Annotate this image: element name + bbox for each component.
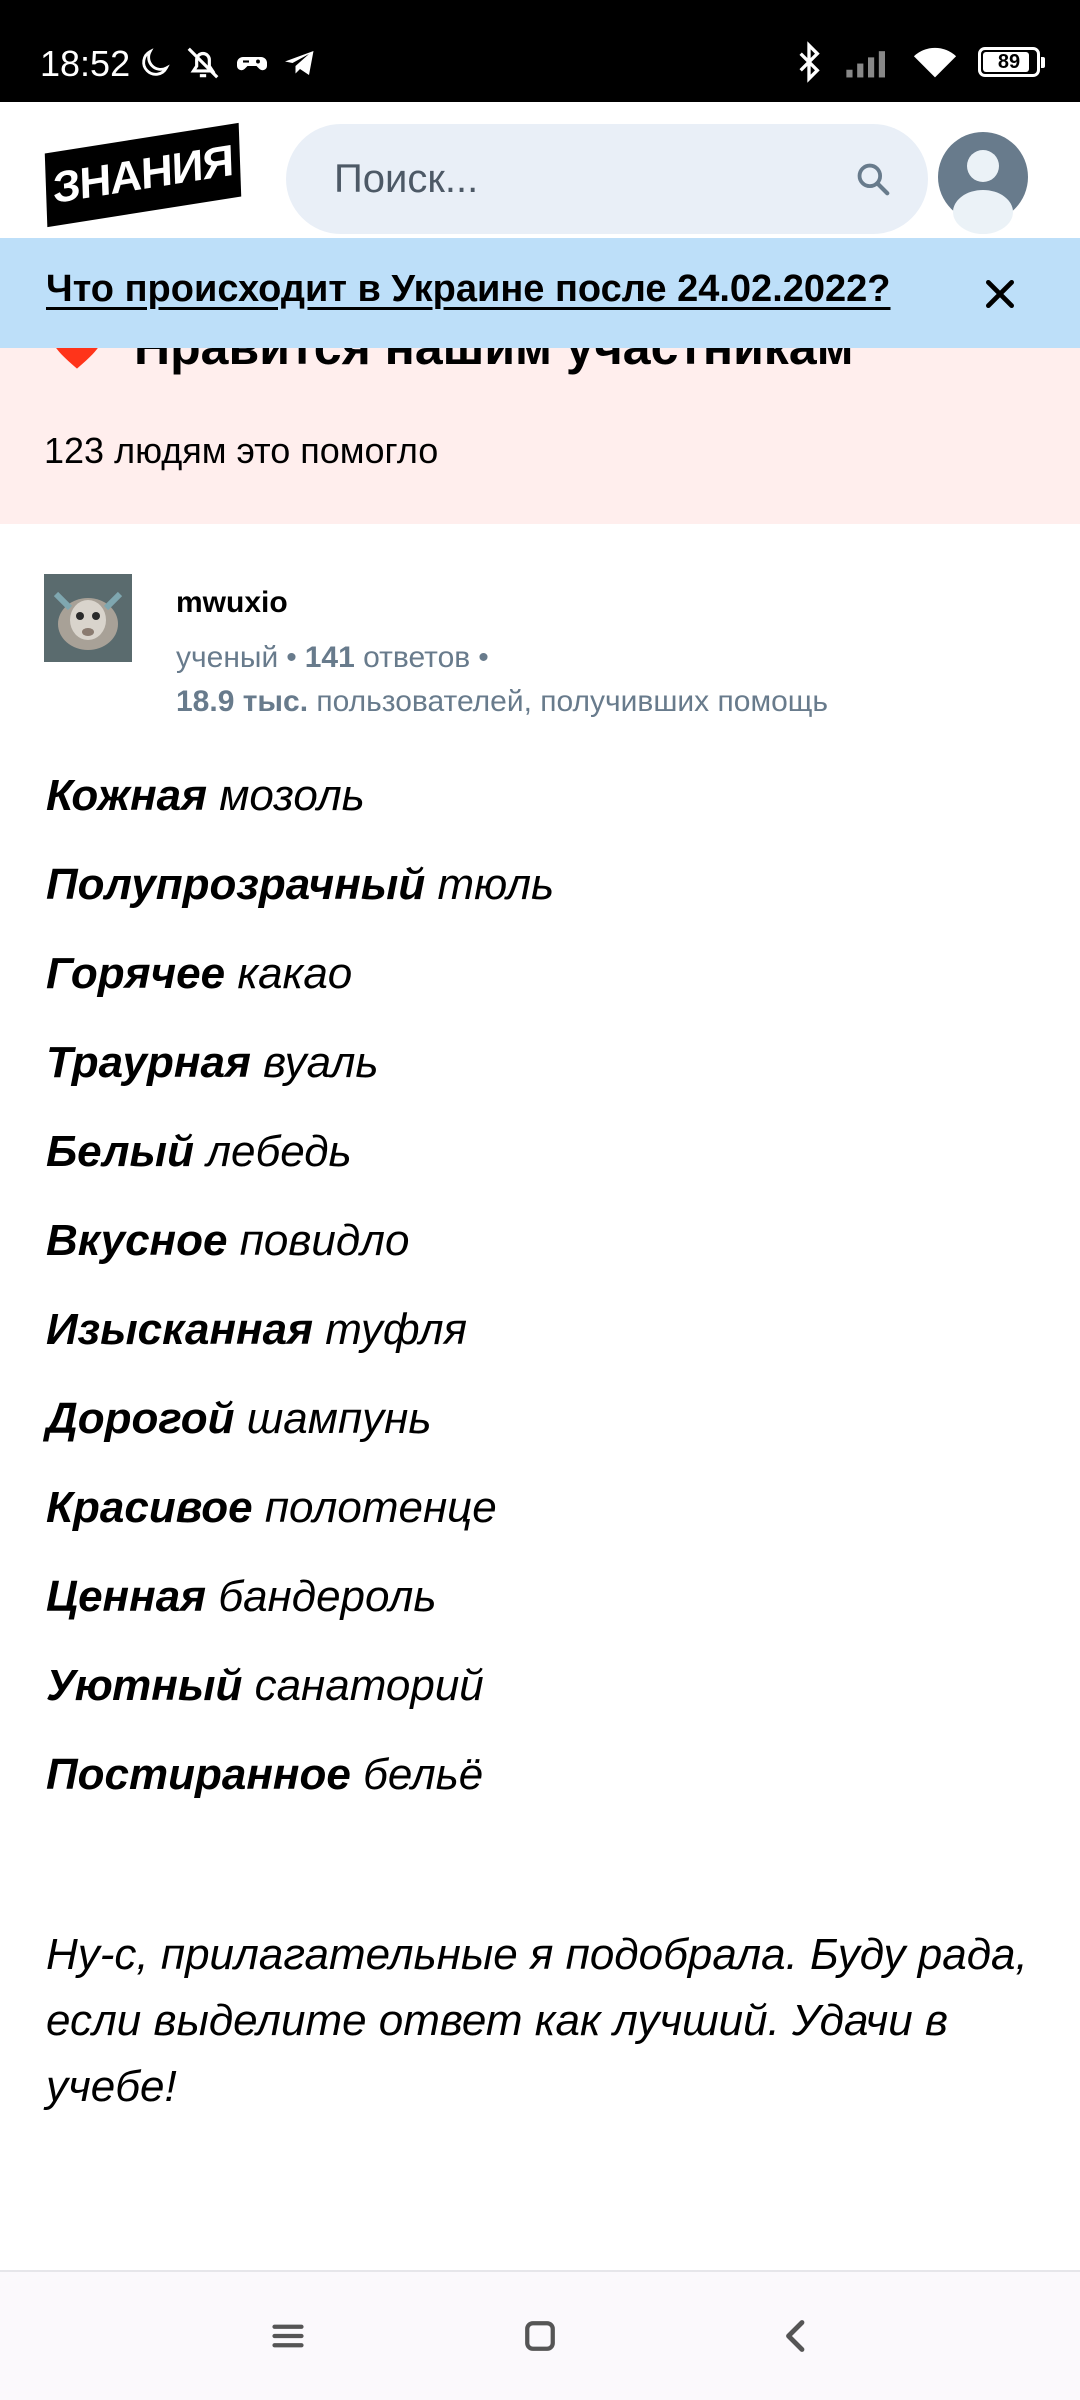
notifications-off-icon [184,44,222,82]
answer-line [46,1300,1036,1389]
back-icon[interactable] [766,2306,826,2366]
answer-line [46,1211,1036,1300]
answer-adjective: Кожная [46,771,208,820]
author-answers-count: 141 [304,641,355,674]
answer-noun: полотенце [264,1483,497,1532]
author-avatar[interactable] [44,574,132,662]
answer-adjective: Изысканная [46,1305,313,1354]
search-box[interactable] [286,124,928,234]
answer-noun: туфля [325,1305,468,1354]
answer-author [0,560,1080,730]
author-username[interactable]: mwuxio [176,586,288,619]
answer-line [46,1389,1036,1478]
banner-link[interactable]: Что происходит в Украине после 24.02.2022? [46,268,891,310]
answer-line [46,766,1036,855]
answer-line [46,1033,1036,1122]
logo-text: ЗНАНИЯ [52,135,234,214]
site-header [0,102,1080,238]
separator-dot: • [286,641,297,674]
answer-adjective: Постиранное [46,1750,351,1799]
answer-adjective: Траурная [46,1038,251,1087]
battery-level: 89 [997,50,1021,73]
author-meta-line-1 [176,636,828,680]
home-icon[interactable] [510,2306,570,2366]
system-nav-bar [0,2270,1080,2400]
answer-line [46,1656,1036,1745]
answer-adjective: Дорогой [46,1394,235,1443]
answer-noun: какао [237,949,353,998]
author-rank: ученый [176,641,279,674]
user-avatar[interactable] [938,132,1028,222]
answer-adjective: Ценная [46,1572,207,1621]
status-bar [0,0,1080,102]
answer-adjective: Красивое [46,1483,253,1532]
status-time: 18:52 [40,43,131,84]
answer-adjective: Вкусное [46,1216,228,1265]
bluetooth-icon [794,42,824,82]
answer-noun: повидло [239,1216,410,1265]
author-helped-label: пользователей, получивших помощь [316,685,829,718]
helped-count-text: 123 людям это помогло [44,430,439,471]
answer-line [46,1745,1036,1834]
telegram-icon [282,45,318,81]
close-icon[interactable] [980,274,1020,314]
answer-note: Ну-с, прилагательные я подобрала. Буду рада, если выделите ответ как лучший. Удачи в учебе! [46,1930,1028,2111]
answer-adjective: Горячее [46,949,226,998]
answer-noun: вуаль [263,1038,379,1087]
answer-adjective: Уютный [46,1661,243,1710]
author-answers-label: ответов [363,641,471,674]
brand-logo[interactable] [45,123,241,227]
news-banner [0,238,1080,348]
liked-section [0,348,1080,524]
answer-line [46,855,1036,944]
menu-icon[interactable] [258,2306,318,2366]
author-meta-line-2 [176,680,828,724]
answer-adjective: Белый [46,1127,194,1176]
answer-noun: лебедь [206,1127,352,1176]
answer-adjective: Полупрозрачный [46,860,426,909]
answer-noun: бельё [363,1750,484,1799]
answer-noun: мозоль [219,771,365,820]
author-avatar-image [44,574,132,662]
answer-noun: бандероль [218,1572,437,1621]
user-avatar-icon [938,132,1028,222]
separator-dot: • [478,641,489,674]
answer-noun: шампунь [246,1394,432,1443]
answer-line [46,1567,1036,1656]
status-icons-left [138,44,318,82]
answer-line [46,1478,1036,1567]
search-input[interactable] [334,124,814,234]
author-helped-count: 18.9 тыс. [176,685,309,718]
author-meta [176,636,828,724]
answer-line [46,944,1036,1033]
answer-line [46,1122,1036,1211]
answer-noun: санаторий [254,1661,484,1710]
battery-icon [978,47,1040,77]
search-icon[interactable] [854,160,892,203]
wifi-icon [912,44,958,80]
status-icons-right [794,42,1040,82]
answer-noun: тюль [437,860,555,909]
answer-list [46,766,1036,1834]
cellular-signal-icon [844,45,892,79]
moon-icon [138,46,172,80]
game-controller-icon [234,45,270,81]
